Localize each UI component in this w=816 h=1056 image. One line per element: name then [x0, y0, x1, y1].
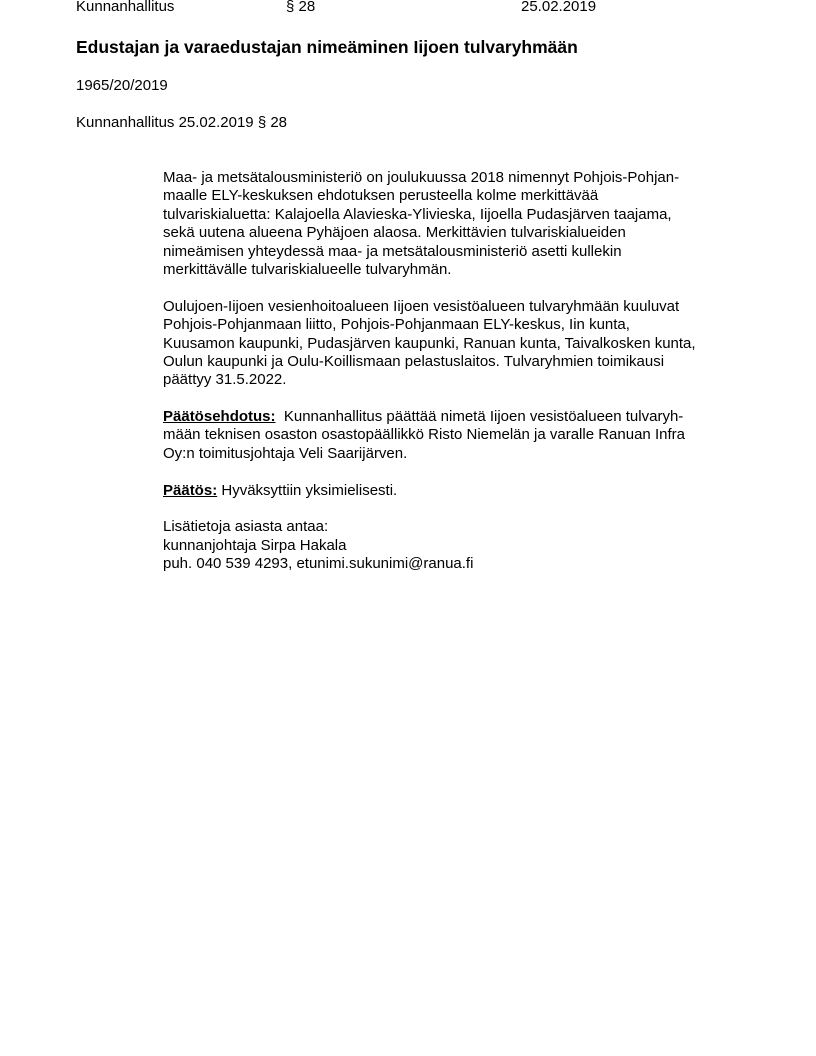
text-line: Lisätietoja asiasta antaa:	[163, 518, 329, 536]
document-body	[163, 169, 763, 574]
text-line: tulvariskialuetta: Kalajoella Alavieska-Ylivieska, Iijoella Pudasjärven taajama,	[163, 205, 672, 223]
text-line: kunnanjohtaja Sirpa Hakala	[163, 536, 347, 554]
text-line: päättyy 31.5.2022.	[163, 371, 287, 389]
proposal-label: Päätösehdotus:	[163, 408, 276, 426]
decision-text: Hyväksyttiin yksimielisesti.	[221, 481, 398, 499]
text-line: Kuusamon kaupunki, Pudasjärven kaupunki, Ranuan kunta, Taivalkosken kunta,	[163, 334, 696, 352]
header-section: § 28	[286, 0, 316, 15]
text-line: nimeämisen yhteydessä maa- ja metsätalousministeriö asetti kullekin	[163, 242, 622, 260]
text-line: mään teknisen osaston osastopäällikkö Risto Niemelän ja varalle Ranuan Infra	[163, 426, 685, 444]
meeting-reference: Kunnanhallitus 25.02.2019 § 28	[76, 114, 288, 131]
header-date: 25.02.2019	[521, 0, 597, 15]
text-line: Pohjois-Pohjanmaan liitto, Pohjois-Pohjanmaan ELY-keskus, Iin kunta,	[163, 316, 630, 334]
paragraph-background	[163, 169, 763, 279]
text-line: Oulujoen-Iijoen vesienhoitoalueen Iijoen vesistöalueen tulvaryhmään kuuluvat	[163, 297, 680, 315]
proposal-section	[163, 408, 763, 463]
text-line: Maa- ja metsätalousministeriö on joulukuussa 2018 nimennyt Pohjois-Pohjan-	[163, 169, 680, 186]
decision-section	[163, 482, 763, 500]
text-line: sekä uutena alueena Pyhäjoen alaosa. Merkittävien tulvariskialueiden	[163, 224, 626, 242]
decision-label: Päätös:	[163, 481, 218, 499]
document-title: Edustajan ja varaedustajan nimeäminen Iijoen tulvaryhmään	[76, 37, 578, 57]
paragraph-members	[163, 298, 763, 390]
text-line: puh. 040 539 4293, etunimi.sukunimi@ranua.fi	[163, 555, 474, 573]
text-line: Kunnanhallitus päättää nimetä Iijoen vesistöalueen tulvaryh-	[283, 408, 684, 426]
text-line: Oulun kaupunki ja Oulu-Koillismaan pelastuslaitos. Tulvaryhmien toimikausi	[163, 352, 665, 370]
case-number: 1965/20/2019	[76, 77, 168, 94]
text-line: Oy:n toimitusjohtaja Veli Saarijärven.	[163, 444, 408, 462]
text-line: maalle ELY-keskuksen ehdotuksen perusteella kolme merkittävää	[163, 187, 599, 205]
contact-section	[163, 518, 763, 573]
header-body: Kunnanhallitus	[76, 0, 175, 15]
text-line: merkittävälle tulvariskialueelle tulvaryhmän.	[163, 260, 452, 278]
